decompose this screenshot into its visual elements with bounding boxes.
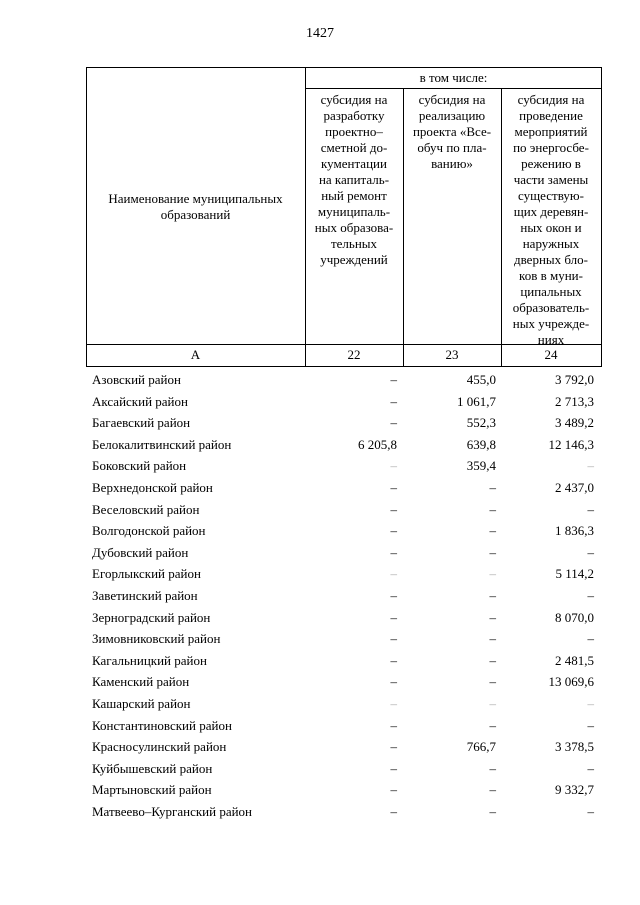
municipality-name: Егорлыкский район (92, 566, 201, 582)
column-header-line: мероприятий (514, 124, 588, 139)
table-row (86, 369, 602, 391)
cell-22: – (390, 566, 397, 582)
cell-23: – (489, 523, 496, 539)
cell-24: – (587, 760, 594, 776)
column-header-line: субсидия на (320, 92, 388, 107)
cell-23: – (489, 717, 496, 733)
cell-23: – (489, 566, 496, 582)
cell-22: – (390, 393, 397, 409)
cell-23: – (489, 652, 496, 668)
name-column-header-line: Наименование муниципальных (108, 191, 283, 206)
group-title: в том числе: (419, 70, 488, 85)
municipality-name: Мартыновский район (92, 782, 212, 798)
column-23-header (403, 92, 501, 172)
name-column-header (86, 191, 305, 223)
cell-24: 1 836,3 (555, 523, 594, 539)
cell-24: – (587, 544, 594, 560)
municipality-name: Белокалитвинский район (92, 436, 232, 452)
column-header-line: тельных (330, 236, 378, 251)
cell-23: – (489, 760, 496, 776)
cell-22: – (390, 372, 397, 387)
cell-22: – (390, 695, 397, 711)
table-row (86, 455, 602, 477)
municipality-name: Аксайский район (92, 393, 188, 409)
cell-24: 3 489,2 (555, 415, 594, 431)
column-header-line: кументации (321, 156, 387, 171)
table-row (86, 693, 602, 715)
municipality-name: Волгодонской район (92, 523, 206, 539)
table-row (86, 520, 602, 542)
cell-24: – (587, 587, 594, 603)
column-header-line: реализацию (418, 108, 486, 123)
cell-22: – (390, 587, 397, 603)
cell-23: – (489, 782, 496, 798)
municipality-name: Куйбышевский район (92, 760, 213, 776)
municipality-name: Верхнедонской район (92, 479, 213, 495)
cell-23: 766,7 (466, 739, 496, 755)
cell-23: – (489, 631, 496, 647)
cell-22: – (390, 415, 397, 431)
cell-23: 1 061,7 (457, 393, 496, 409)
column-header-line: ципальных (520, 284, 582, 299)
cell-22: – (390, 739, 397, 755)
cell-24: 3 378,5 (555, 739, 594, 755)
cell-22: – (390, 479, 397, 495)
header-border-top (86, 67, 602, 68)
cell-24: 2 713,3 (555, 393, 594, 409)
cell-24: – (587, 717, 594, 733)
index-label-22: 22 (347, 347, 361, 362)
column-header-line: дверных бло- (514, 252, 588, 267)
cell-23: – (489, 587, 496, 603)
column-header-line: проекта «Все- (412, 124, 492, 139)
cell-24: – (587, 803, 594, 819)
table-row (86, 434, 602, 456)
cell-22: – (390, 631, 397, 647)
column-24-header (501, 92, 601, 348)
cell-23: – (489, 609, 496, 625)
table-row (86, 563, 602, 585)
index-label-23: 23 (445, 347, 459, 362)
column-header-line: ных окон и (520, 220, 582, 235)
column-header-line: по энергосбе- (513, 140, 589, 155)
cell-24: 9 332,7 (555, 782, 594, 798)
column-header-line: ков в муни- (519, 268, 583, 283)
cell-23: 455,0 (466, 372, 496, 387)
cell-23: 552,3 (466, 415, 496, 431)
cell-24: 5 114,2 (555, 566, 594, 582)
table-row (86, 628, 602, 650)
cell-22: – (390, 458, 397, 474)
table-header (86, 67, 602, 367)
cell-24: – (587, 458, 594, 474)
municipality-name: Азовский район (92, 372, 181, 387)
cell-23: – (489, 695, 496, 711)
column-header-line: щих деревян- (513, 204, 589, 219)
municipality-name: Каменский район (92, 674, 190, 690)
cell-22: – (390, 717, 397, 733)
column-header-line: ных учрежде- (512, 316, 590, 331)
table-row (86, 391, 602, 413)
column-header-line: существую- (518, 188, 584, 203)
column-header-line: ниях (537, 332, 565, 347)
municipality-name: Кагальницкий район (92, 652, 207, 668)
page-number: 1427 (306, 26, 334, 41)
column-header-line: субсидия на (517, 92, 585, 107)
table-row (86, 412, 602, 434)
municipality-name: Зерноградский район (92, 609, 211, 625)
column-header-line: ный ремонт (321, 188, 387, 203)
cell-22: – (390, 760, 397, 776)
municipality-name: Зимовниковский район (92, 631, 221, 647)
table-body (86, 369, 602, 822)
index-row-bottom (86, 366, 602, 367)
cell-23: – (489, 479, 496, 495)
cell-22: – (390, 803, 397, 819)
cell-22: – (390, 674, 397, 690)
table-row (86, 801, 602, 823)
table-row (86, 671, 602, 693)
municipality-name: Багаевский район (92, 415, 191, 431)
cell-23: – (489, 803, 496, 819)
column-header-line: субсидия на (418, 92, 486, 107)
column-header-line: наружных (522, 236, 580, 251)
municipality-name: Заветинский район (92, 587, 198, 603)
border-right (601, 67, 602, 367)
cell-22: – (390, 523, 397, 539)
column-header-line: режению в (521, 156, 581, 171)
group-divider (305, 88, 602, 89)
cell-22: – (390, 544, 397, 560)
column-header-line: ванию» (431, 156, 473, 171)
municipality-name: Константиновский район (92, 717, 232, 733)
column-header-line: учреждений (320, 252, 388, 267)
table-row (86, 758, 602, 780)
name-column-header-line: образований (160, 207, 231, 222)
column-header-line: проектно– (325, 124, 383, 139)
column-header-line: образователь- (512, 300, 590, 315)
column-header-line: сметной до- (320, 140, 388, 155)
table-row (86, 499, 602, 521)
column-header-line: обуч по пла- (417, 140, 487, 155)
cell-24: 3 792,0 (555, 372, 594, 387)
table-row (86, 779, 602, 801)
column-header-line: разработку (323, 108, 385, 123)
column-header-line: на капиталь- (318, 172, 390, 187)
cell-24: – (587, 631, 594, 647)
cell-22: – (390, 782, 397, 798)
index-label-a: А (190, 347, 201, 362)
municipality-name: Матвеево–Курганский район (92, 803, 253, 819)
table-row (86, 736, 602, 758)
column-header-line: части замены (513, 172, 589, 187)
municipality-name: Кашарский район (92, 695, 191, 711)
cell-22: 6 205,8 (358, 436, 397, 452)
cell-22: – (390, 652, 397, 668)
municipality-name: Дубовский район (92, 544, 189, 560)
column-header-line: проведение (519, 108, 583, 123)
table-row (86, 542, 602, 564)
cell-24: 2 481,5 (555, 652, 594, 668)
municipality-name: Боковский район (92, 458, 187, 474)
table-row (86, 477, 602, 499)
column-header-line: муниципаль- (317, 204, 391, 219)
table-row (86, 650, 602, 672)
cell-24: 13 069,6 (548, 674, 594, 690)
cell-24: – (587, 695, 594, 711)
cell-24: 2 437,0 (555, 479, 594, 495)
table-row (86, 585, 602, 607)
table-row (86, 607, 602, 629)
cell-22: – (390, 501, 397, 517)
table-row (86, 715, 602, 737)
cell-22: – (390, 609, 397, 625)
cell-23: 639,8 (466, 436, 496, 452)
index-label-24: 24 (544, 347, 558, 362)
cell-24: 12 146,3 (548, 436, 594, 452)
cell-23: – (489, 674, 496, 690)
cell-23: – (489, 501, 496, 517)
cell-24: 8 070,0 (555, 609, 594, 625)
municipality-name: Веселовский район (92, 501, 200, 517)
column-header-line: ных образова- (314, 220, 394, 235)
cell-24: – (587, 501, 594, 517)
column-22-header (305, 92, 403, 268)
municipality-name: Красносулинский район (92, 739, 227, 755)
cell-23: – (489, 544, 496, 560)
cell-23: 359,4 (466, 458, 496, 474)
